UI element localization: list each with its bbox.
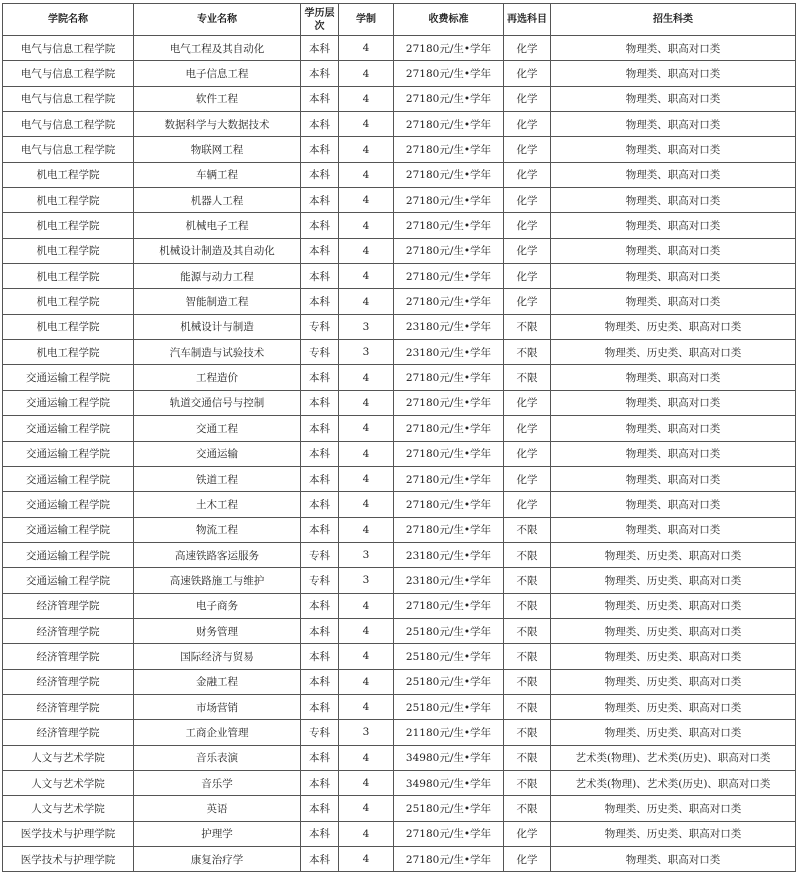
degree-level-cell: 本科	[301, 390, 339, 415]
elective-subject-cell: 化学	[504, 821, 551, 846]
college-cell: 人文与艺术学院	[3, 745, 134, 770]
college-cell: 医学技术与护理学院	[3, 847, 134, 872]
elective-subject-cell: 不限	[504, 365, 551, 390]
tuition-cell: 23180元/生•学年	[394, 542, 504, 567]
duration-cell: 3	[339, 568, 394, 593]
degree-level-cell: 本科	[301, 745, 339, 770]
college-cell: 交通运输工程学院	[3, 365, 134, 390]
admission-category-cell: 物理类、职高对口类	[551, 61, 796, 86]
degree-level-cell: 本科	[301, 644, 339, 669]
table-row	[3, 264, 796, 289]
major-cell: 工程造价	[134, 365, 301, 390]
major-cell: 汽车制造与试验技术	[134, 340, 301, 365]
table-row	[3, 618, 796, 643]
major-cell: 音乐学	[134, 770, 301, 795]
elective-subject-cell: 不限	[504, 593, 551, 618]
college-cell: 交通运输工程学院	[3, 542, 134, 567]
duration-cell: 4	[339, 618, 394, 643]
elective-subject-cell: 化学	[504, 390, 551, 415]
degree-level-cell: 本科	[301, 61, 339, 86]
elective-subject-cell: 化学	[504, 264, 551, 289]
college-cell: 电气与信息工程学院	[3, 112, 134, 137]
table-row	[3, 289, 796, 314]
major-cell: 智能制造工程	[134, 289, 301, 314]
major-cell: 电气工程及其自动化	[134, 36, 301, 61]
major-cell: 物流工程	[134, 517, 301, 542]
table-row	[3, 568, 796, 593]
tuition-cell: 27180元/生•学年	[394, 847, 504, 872]
degree-level-cell: 本科	[301, 593, 339, 618]
major-cell: 交通工程	[134, 416, 301, 441]
duration-cell: 4	[339, 289, 394, 314]
elective-subject-cell: 化学	[504, 416, 551, 441]
elective-subject-cell: 不限	[504, 568, 551, 593]
tuition-cell: 27180元/生•学年	[394, 213, 504, 238]
admission-category-cell: 物理类、职高对口类	[551, 492, 796, 517]
college-cell: 电气与信息工程学院	[3, 86, 134, 111]
degree-level-cell: 专科	[301, 340, 339, 365]
admission-category-cell: 物理类、职高对口类	[551, 264, 796, 289]
college-cell: 机电工程学院	[3, 340, 134, 365]
tuition-cell: 25180元/生•学年	[394, 669, 504, 694]
admission-category-cell: 物理类、历史类、职高对口类	[551, 796, 796, 821]
duration-cell: 4	[339, 669, 394, 694]
header-major: 专业名称	[134, 4, 301, 36]
elective-subject-cell: 化学	[504, 847, 551, 872]
college-cell: 经济管理学院	[3, 720, 134, 745]
college-cell: 人文与艺术学院	[3, 796, 134, 821]
elective-subject-cell: 化学	[504, 492, 551, 517]
degree-level-cell: 本科	[301, 466, 339, 491]
tuition-cell: 27180元/生•学年	[394, 238, 504, 263]
college-cell: 经济管理学院	[3, 618, 134, 643]
header-college: 学院名称	[3, 4, 134, 36]
admission-category-cell: 物理类、职高对口类	[551, 36, 796, 61]
elective-subject-cell: 化学	[504, 289, 551, 314]
college-cell: 交通运输工程学院	[3, 390, 134, 415]
header-row	[3, 4, 796, 36]
admission-category-cell: 物理类、历史类、职高对口类	[551, 694, 796, 719]
major-cell: 工商企业管理	[134, 720, 301, 745]
tuition-cell: 27180元/生•学年	[394, 390, 504, 415]
tuition-cell: 27180元/生•学年	[394, 264, 504, 289]
degree-level-cell: 本科	[301, 86, 339, 111]
admission-category-cell: 物理类、历史类、职高对口类	[551, 821, 796, 846]
duration-cell: 4	[339, 441, 394, 466]
table-row	[3, 416, 796, 441]
tuition-cell: 23180元/生•学年	[394, 314, 504, 339]
college-cell: 机电工程学院	[3, 188, 134, 213]
tuition-cell: 25180元/生•学年	[394, 796, 504, 821]
college-cell: 电气与信息工程学院	[3, 61, 134, 86]
admission-category-cell: 物理类、职高对口类	[551, 188, 796, 213]
admission-category-cell: 物理类、职高对口类	[551, 238, 796, 263]
tuition-cell: 27180元/生•学年	[394, 36, 504, 61]
degree-level-cell: 本科	[301, 137, 339, 162]
tuition-cell: 27180元/生•学年	[394, 365, 504, 390]
admission-category-cell: 物理类、职高对口类	[551, 162, 796, 187]
table-row	[3, 593, 796, 618]
degree-level-cell: 本科	[301, 416, 339, 441]
table-row	[3, 466, 796, 491]
college-cell: 交通运输工程学院	[3, 517, 134, 542]
degree-level-cell: 本科	[301, 517, 339, 542]
major-cell: 轨道交通信号与控制	[134, 390, 301, 415]
header-tuition: 收费标准	[394, 4, 504, 36]
college-cell: 经济管理学院	[3, 593, 134, 618]
table-row	[3, 86, 796, 111]
tuition-cell: 27180元/生•学年	[394, 416, 504, 441]
college-cell: 机电工程学院	[3, 289, 134, 314]
major-cell: 机器人工程	[134, 188, 301, 213]
major-cell: 车辆工程	[134, 162, 301, 187]
table-row	[3, 821, 796, 846]
table-row	[3, 365, 796, 390]
major-cell: 软件工程	[134, 86, 301, 111]
table-row	[3, 213, 796, 238]
major-cell: 护理学	[134, 821, 301, 846]
degree-level-cell: 本科	[301, 365, 339, 390]
table-row	[3, 745, 796, 770]
college-cell: 交通运输工程学院	[3, 441, 134, 466]
tuition-cell: 27180元/生•学年	[394, 517, 504, 542]
table-row	[3, 137, 796, 162]
degree-level-cell: 本科	[301, 821, 339, 846]
elective-subject-cell: 化学	[504, 188, 551, 213]
elective-subject-cell: 不限	[504, 517, 551, 542]
tuition-cell: 27180元/生•学年	[394, 441, 504, 466]
duration-cell: 4	[339, 745, 394, 770]
elective-subject-cell: 不限	[504, 694, 551, 719]
table-row	[3, 162, 796, 187]
tuition-cell: 27180元/生•学年	[394, 86, 504, 111]
tuition-cell: 27180元/生•学年	[394, 188, 504, 213]
elective-subject-cell: 不限	[504, 770, 551, 795]
admission-category-cell: 物理类、职高对口类	[551, 466, 796, 491]
major-cell: 金融工程	[134, 669, 301, 694]
elective-subject-cell: 化学	[504, 61, 551, 86]
degree-level-cell: 本科	[301, 264, 339, 289]
elective-subject-cell: 不限	[504, 720, 551, 745]
table-row	[3, 441, 796, 466]
header-duration: 学制	[339, 4, 394, 36]
college-cell: 机电工程学院	[3, 264, 134, 289]
major-cell: 交通运输	[134, 441, 301, 466]
table-row	[3, 542, 796, 567]
duration-cell: 4	[339, 112, 394, 137]
degree-level-cell: 本科	[301, 112, 339, 137]
tuition-cell: 27180元/生•学年	[394, 112, 504, 137]
degree-level-cell: 本科	[301, 694, 339, 719]
major-cell: 机械设计制造及其自动化	[134, 238, 301, 263]
degree-level-cell: 本科	[301, 238, 339, 263]
degree-level-cell: 本科	[301, 162, 339, 187]
major-cell: 机械电子工程	[134, 213, 301, 238]
table-row	[3, 694, 796, 719]
table-row	[3, 644, 796, 669]
major-cell: 土木工程	[134, 492, 301, 517]
duration-cell: 4	[339, 36, 394, 61]
tuition-cell: 27180元/生•学年	[394, 821, 504, 846]
admission-category-cell: 物理类、历史类、职高对口类	[551, 314, 796, 339]
admission-category-cell: 物理类、职高对口类	[551, 847, 796, 872]
admission-category-cell: 物理类、历史类、职高对口类	[551, 669, 796, 694]
duration-cell: 3	[339, 720, 394, 745]
major-cell: 能源与动力工程	[134, 264, 301, 289]
tuition-cell: 27180元/生•学年	[394, 466, 504, 491]
degree-level-cell: 本科	[301, 188, 339, 213]
header-elective-subject: 再选科目	[504, 4, 551, 36]
college-cell: 交通运输工程学院	[3, 466, 134, 491]
admission-category-cell: 物理类、职高对口类	[551, 390, 796, 415]
duration-cell: 4	[339, 517, 394, 542]
major-cell: 财务管理	[134, 618, 301, 643]
header-admission-category: 招生科类	[551, 4, 796, 36]
elective-subject-cell: 化学	[504, 213, 551, 238]
header-degree-level: 学历层次	[301, 4, 339, 36]
elective-subject-cell: 不限	[504, 542, 551, 567]
college-cell: 交通运输工程学院	[3, 568, 134, 593]
duration-cell: 3	[339, 542, 394, 567]
admission-category-cell: 物理类、职高对口类	[551, 213, 796, 238]
degree-level-cell: 本科	[301, 669, 339, 694]
major-cell: 机械设计与制造	[134, 314, 301, 339]
admission-category-cell: 物理类、职高对口类	[551, 86, 796, 111]
duration-cell: 4	[339, 694, 394, 719]
major-cell: 物联网工程	[134, 137, 301, 162]
degree-level-cell: 本科	[301, 289, 339, 314]
major-cell: 国际经济与贸易	[134, 644, 301, 669]
elective-subject-cell: 不限	[504, 314, 551, 339]
degree-level-cell: 本科	[301, 618, 339, 643]
duration-cell: 4	[339, 365, 394, 390]
degree-level-cell: 本科	[301, 213, 339, 238]
tuition-cell: 27180元/生•学年	[394, 593, 504, 618]
duration-cell: 4	[339, 137, 394, 162]
table-row	[3, 238, 796, 263]
elective-subject-cell: 化学	[504, 137, 551, 162]
admission-category-cell: 物理类、职高对口类	[551, 365, 796, 390]
admission-category-cell: 物理类、职高对口类	[551, 441, 796, 466]
college-cell: 机电工程学院	[3, 314, 134, 339]
elective-subject-cell: 化学	[504, 238, 551, 263]
major-cell: 电子信息工程	[134, 61, 301, 86]
major-cell: 音乐表演	[134, 745, 301, 770]
table-row	[3, 770, 796, 795]
college-cell: 交通运输工程学院	[3, 416, 134, 441]
duration-cell: 4	[339, 466, 394, 491]
degree-level-cell: 专科	[301, 314, 339, 339]
tuition-cell: 27180元/生•学年	[394, 492, 504, 517]
duration-cell: 4	[339, 61, 394, 86]
degree-level-cell: 本科	[301, 36, 339, 61]
degree-level-cell: 专科	[301, 542, 339, 567]
admission-category-cell: 物理类、历史类、职高对口类	[551, 542, 796, 567]
major-cell: 市场营销	[134, 694, 301, 719]
major-cell: 英语	[134, 796, 301, 821]
table-row	[3, 188, 796, 213]
admission-category-cell: 物理类、职高对口类	[551, 289, 796, 314]
duration-cell: 4	[339, 264, 394, 289]
college-cell: 经济管理学院	[3, 669, 134, 694]
college-cell: 经济管理学院	[3, 644, 134, 669]
tuition-cell: 25180元/生•学年	[394, 694, 504, 719]
duration-cell: 3	[339, 314, 394, 339]
duration-cell: 4	[339, 238, 394, 263]
table-row	[3, 517, 796, 542]
table-row	[3, 492, 796, 517]
table-row	[3, 847, 796, 872]
college-cell: 机电工程学院	[3, 238, 134, 263]
tuition-cell: 21180元/生•学年	[394, 720, 504, 745]
elective-subject-cell: 化学	[504, 466, 551, 491]
college-cell: 机电工程学院	[3, 162, 134, 187]
admission-category-cell: 物理类、历史类、职高对口类	[551, 593, 796, 618]
college-cell: 经济管理学院	[3, 694, 134, 719]
table-row	[3, 669, 796, 694]
admission-category-cell: 物理类、职高对口类	[551, 112, 796, 137]
table-row	[3, 314, 796, 339]
admission-category-cell: 物理类、历史类、职高对口类	[551, 644, 796, 669]
table-row	[3, 340, 796, 365]
admission-category-cell: 物理类、历史类、职高对口类	[551, 340, 796, 365]
elective-subject-cell: 化学	[504, 86, 551, 111]
duration-cell: 4	[339, 390, 394, 415]
duration-cell: 4	[339, 796, 394, 821]
elective-subject-cell: 不限	[504, 644, 551, 669]
table-row	[3, 390, 796, 415]
tuition-cell: 25180元/生•学年	[394, 618, 504, 643]
duration-cell: 4	[339, 593, 394, 618]
elective-subject-cell: 不限	[504, 796, 551, 821]
tuition-cell: 23180元/生•学年	[394, 340, 504, 365]
major-cell: 电子商务	[134, 593, 301, 618]
tuition-cell: 23180元/生•学年	[394, 568, 504, 593]
tuition-cell: 27180元/生•学年	[394, 137, 504, 162]
table-row	[3, 796, 796, 821]
admissions-table	[2, 3, 796, 872]
duration-cell: 3	[339, 340, 394, 365]
duration-cell: 4	[339, 644, 394, 669]
elective-subject-cell: 化学	[504, 112, 551, 137]
major-cell: 高速铁路客运服务	[134, 542, 301, 567]
duration-cell: 4	[339, 86, 394, 111]
elective-subject-cell: 不限	[504, 340, 551, 365]
major-cell: 高速铁路施工与维护	[134, 568, 301, 593]
college-cell: 人文与艺术学院	[3, 770, 134, 795]
admission-category-cell: 艺术类(物理)、艺术类(历史)、职高对口类	[551, 770, 796, 795]
tuition-cell: 34980元/生•学年	[394, 745, 504, 770]
duration-cell: 4	[339, 162, 394, 187]
degree-level-cell: 专科	[301, 568, 339, 593]
elective-subject-cell: 化学	[504, 162, 551, 187]
major-cell: 铁道工程	[134, 466, 301, 491]
degree-level-cell: 本科	[301, 796, 339, 821]
degree-level-cell: 本科	[301, 847, 339, 872]
degree-level-cell: 本科	[301, 770, 339, 795]
college-cell: 电气与信息工程学院	[3, 137, 134, 162]
duration-cell: 4	[339, 213, 394, 238]
duration-cell: 4	[339, 821, 394, 846]
duration-cell: 4	[339, 416, 394, 441]
table-row	[3, 61, 796, 86]
elective-subject-cell: 不限	[504, 618, 551, 643]
college-cell: 机电工程学院	[3, 213, 134, 238]
admission-category-cell: 物理类、历史类、职高对口类	[551, 720, 796, 745]
degree-level-cell: 专科	[301, 720, 339, 745]
table-row	[3, 36, 796, 61]
tuition-cell: 34980元/生•学年	[394, 770, 504, 795]
elective-subject-cell: 不限	[504, 669, 551, 694]
degree-level-cell: 本科	[301, 441, 339, 466]
college-cell: 医学技术与护理学院	[3, 821, 134, 846]
table-body	[3, 36, 796, 872]
duration-cell: 4	[339, 770, 394, 795]
admission-category-cell: 艺术类(物理)、艺术类(历史)、职高对口类	[551, 745, 796, 770]
elective-subject-cell: 化学	[504, 441, 551, 466]
duration-cell: 4	[339, 188, 394, 213]
duration-cell: 4	[339, 847, 394, 872]
admission-category-cell: 物理类、职高对口类	[551, 137, 796, 162]
admission-category-cell: 物理类、职高对口类	[551, 416, 796, 441]
college-cell: 交通运输工程学院	[3, 492, 134, 517]
duration-cell: 4	[339, 492, 394, 517]
tuition-cell: 25180元/生•学年	[394, 644, 504, 669]
elective-subject-cell: 化学	[504, 36, 551, 61]
admission-category-cell: 物理类、历史类、职高对口类	[551, 568, 796, 593]
college-cell: 电气与信息工程学院	[3, 36, 134, 61]
degree-level-cell: 本科	[301, 492, 339, 517]
tuition-cell: 27180元/生•学年	[394, 289, 504, 314]
tuition-cell: 27180元/生•学年	[394, 162, 504, 187]
admission-category-cell: 物理类、职高对口类	[551, 517, 796, 542]
major-cell: 数据科学与大数据技术	[134, 112, 301, 137]
elective-subject-cell: 不限	[504, 745, 551, 770]
table-row	[3, 112, 796, 137]
admission-category-cell: 物理类、历史类、职高对口类	[551, 618, 796, 643]
major-cell: 康复治疗学	[134, 847, 301, 872]
table-row	[3, 720, 796, 745]
tuition-cell: 27180元/生•学年	[394, 61, 504, 86]
